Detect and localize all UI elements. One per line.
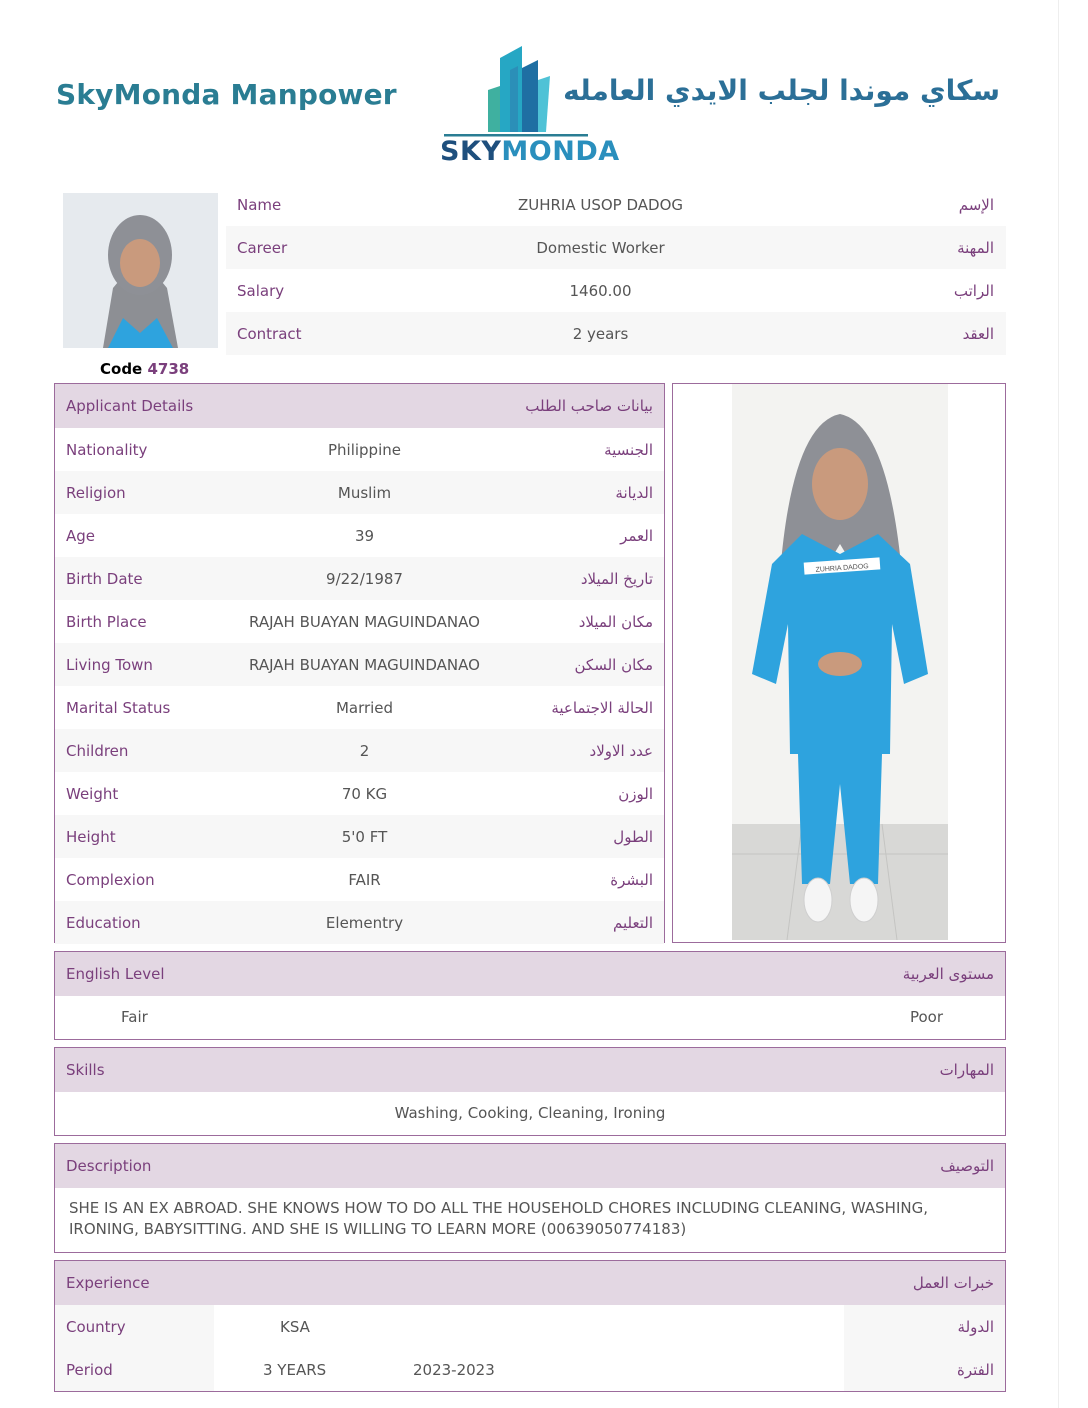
experience-period-years: 2023-2023	[413, 1360, 495, 1379]
experience-label-en: Country	[66, 1317, 126, 1336]
detail-row-birth-date	[55, 557, 664, 600]
experience-label-ar: الدولة	[957, 1317, 994, 1336]
detail-row-weight	[55, 772, 664, 815]
skills-panel	[54, 1047, 1006, 1136]
uniform-name-badge: ZUHRIA DADOG	[815, 563, 870, 574]
language-level-header	[55, 952, 1005, 996]
detail-value: 39	[354, 526, 375, 545]
summary-row-salary	[226, 269, 1006, 312]
logo-wordmark	[440, 136, 620, 167]
description-panel	[54, 1143, 1006, 1253]
experience-row-country	[55, 1305, 1005, 1348]
arabic-level-value: Poor	[909, 1008, 943, 1026]
brand-name-english: SkyMonda Manpower	[56, 78, 397, 111]
language-level-panel	[54, 951, 1006, 1040]
summary-row-contract	[226, 312, 1006, 355]
detail-label-en: Complexion	[66, 870, 155, 889]
summary-table	[226, 183, 1006, 355]
panel-title-en: Applicant Details	[66, 397, 194, 415]
logo-word-monda: MONDA	[501, 136, 620, 167]
detail-label-en: Education	[66, 913, 141, 932]
code-value: 4738	[147, 360, 190, 378]
detail-label-ar: البشرة	[610, 870, 653, 889]
detail-label-ar: مكان الميلاد	[578, 612, 653, 631]
detail-value: FAIR	[348, 870, 381, 889]
detail-value: 5'0 FT	[341, 827, 388, 846]
detail-label-en: Marital Status	[66, 698, 171, 717]
page-edge	[1058, 0, 1059, 1408]
panel-title-ar: التوصيف	[940, 1157, 994, 1175]
detail-label-ar: العمر	[620, 526, 653, 545]
detail-value: 2	[359, 741, 370, 760]
panel-title-en: Experience	[66, 1274, 150, 1292]
detail-label-ar: تاريخ الميلاد	[580, 569, 653, 588]
experience-label-ar: الفترة	[957, 1360, 994, 1379]
description-text: SHE IS AN EX ABROAD. SHE KNOWS HOW TO DO ALL THE HOUSEHOLD CHORES INCLUDING CLEANING, WASHING, IRONING, BABYSITTING. AND SHE IS WILLING TO LEARN MORE (00639050774183)	[69, 1199, 928, 1238]
detail-value: 70 KG	[341, 784, 388, 803]
summary-row-name	[226, 183, 1006, 226]
applicant-details-header	[55, 384, 664, 428]
summary-label-en: Contract	[237, 324, 302, 343]
panel-title-ar: مستوى العربية	[902, 965, 994, 983]
experience-row-period	[55, 1348, 1005, 1391]
experience-panel	[54, 1260, 1006, 1392]
skills-value: Washing, Cooking, Cleaning, Ironing	[394, 1104, 666, 1122]
brand-name-arabic: سكاي موندا لجلب الايدي العامله	[563, 74, 1000, 107]
detail-label-ar: عدد الاولاد	[589, 741, 653, 760]
detail-row-children	[55, 729, 664, 772]
detail-value: Elementry	[325, 913, 404, 932]
detail-label-en: Height	[66, 827, 116, 846]
detail-label-ar: الطول	[613, 827, 653, 846]
detail-value: RAJAH BUAYAN MAGUINDANAO	[249, 655, 480, 674]
detail-label-en: Children	[66, 741, 129, 760]
code-label: Code	[100, 360, 143, 378]
applicant-code	[100, 360, 189, 378]
detail-row-education	[55, 901, 664, 944]
summary-value: Domestic Worker	[536, 238, 665, 257]
summary-label-en: Name	[237, 195, 282, 214]
summary-label-ar: الراتب	[953, 281, 994, 300]
applicant-details-panel	[54, 383, 665, 943]
detail-label-ar: الوزن	[618, 784, 653, 803]
detail-label-en: Living Town	[66, 655, 153, 674]
detail-row-marital-status	[55, 686, 664, 729]
panel-title-ar: المهارات	[939, 1061, 994, 1079]
detail-row-religion	[55, 471, 664, 514]
summary-value: ZUHRIA USOP DADOG	[517, 195, 684, 214]
detail-label-ar: التعليم	[613, 913, 653, 932]
detail-label-en: Birth Date	[66, 569, 143, 588]
detail-row-age	[55, 514, 664, 557]
experience-label-en: Period	[66, 1360, 113, 1379]
panel-title-en: English Level	[66, 965, 165, 983]
experience-period-cell	[214, 1348, 844, 1391]
applicant-portrait-photo	[63, 193, 218, 348]
detail-label-en: Nationality	[66, 440, 148, 459]
applicant-full-body-photo	[732, 384, 948, 940]
summary-value: 1460.00	[569, 281, 632, 300]
language-level-values	[55, 996, 1005, 1038]
skills-header	[55, 1048, 1005, 1092]
experience-country-cell	[214, 1305, 844, 1348]
summary-label-ar: العقد	[962, 324, 994, 343]
detail-value: 9/22/1987	[326, 569, 403, 588]
experience-rows	[55, 1305, 1005, 1391]
detail-value: Muslim	[337, 483, 392, 502]
detail-value: Married	[335, 698, 394, 717]
detail-label-en: Weight	[66, 784, 119, 803]
detail-label-ar: الديانة	[615, 483, 653, 502]
detail-label-en: Birth Place	[66, 612, 147, 631]
detail-row-nationality	[55, 428, 664, 471]
description-header	[55, 1144, 1005, 1188]
panel-title-en: Skills	[66, 1061, 105, 1079]
logo-word-sky: SKY	[440, 136, 502, 167]
detail-label-ar: الجنسية	[604, 440, 653, 459]
detail-label-ar: الحالة الاجتماعية	[551, 698, 653, 717]
detail-label-en: Religion	[66, 483, 126, 502]
experience-country-value: KSA	[280, 1317, 310, 1336]
experience-period-value: 3 YEARS	[263, 1360, 327, 1379]
summary-label-ar: المهنة	[957, 238, 994, 257]
experience-header	[55, 1261, 1005, 1305]
detail-row-complexion	[55, 858, 664, 901]
summary-row-career	[226, 226, 1006, 269]
detail-row-height	[55, 815, 664, 858]
full-body-photo-panel	[672, 383, 1006, 943]
detail-label-en: Age	[66, 526, 96, 545]
panel-title-ar: خبرات العمل	[912, 1274, 994, 1292]
summary-label-en: Salary	[237, 281, 285, 300]
detail-value: Philippine	[327, 440, 401, 459]
english-level-value: Fair	[121, 1008, 148, 1026]
panel-title-ar: بيانات صاحب الطلب	[525, 397, 653, 415]
summary-label-en: Career	[237, 238, 288, 257]
detail-row-birth-place	[55, 600, 664, 643]
detail-row-living-town	[55, 643, 664, 686]
summary-value: 2 years	[572, 324, 629, 343]
panel-title-en: Description	[66, 1157, 152, 1175]
detail-label-ar: مكان السكن	[574, 655, 653, 674]
summary-label-ar: الإسم	[958, 195, 994, 214]
detail-value: RAJAH BUAYAN MAGUINDANAO	[249, 612, 480, 631]
